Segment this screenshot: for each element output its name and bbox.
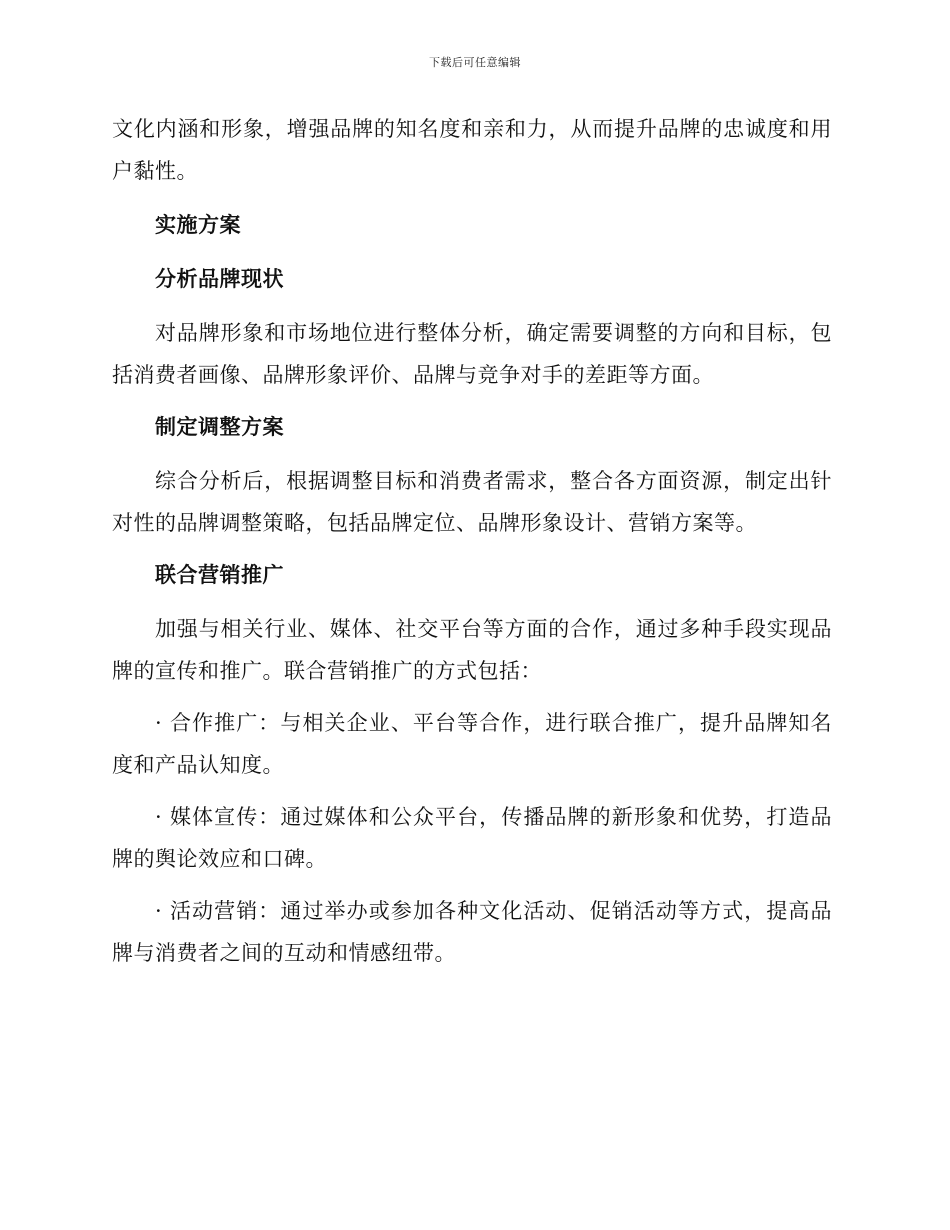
bullet-item: · 媒体宣传：通过媒体和公众平台，传播品牌的新形象和优势，打造品牌的舆论效应和口碑。 bbox=[112, 805, 832, 871]
paragraph-analyze: 对品牌形象和市场地位进行整体分析，确定需要调整的方向和目标，包括消费者画像、品牌形象评价、品牌与竞争对手的差距等方面。 bbox=[112, 321, 832, 387]
subheading-plan: 制定调整方案 bbox=[155, 415, 284, 439]
bullet-item: · 活动营销：通过举办或参加各种文化活动、促销活动等方式，提高品牌与消费者之间的互动和情感纽带。 bbox=[112, 899, 832, 965]
subheading-marketing: 联合营销推广 bbox=[155, 563, 284, 587]
paragraph-marketing: 加强与相关行业、媒体、社交平台等方面的合作，通过多种手段实现品牌的宣传和推广。联合营销推广的方式包括： bbox=[112, 617, 832, 683]
page-header: 下载后可任意编辑 bbox=[429, 56, 521, 69]
subheading-analyze: 分析品牌现状 bbox=[155, 267, 284, 291]
document-body bbox=[112, 108, 832, 984]
intro-paragraph: 文化内涵和形象，增强品牌的知名度和亲和力，从而提升品牌的忠诚度和用户黏性。 bbox=[112, 117, 832, 183]
paragraph-plan: 综合分析后，根据调整目标和消费者需求，整合各方面资源，制定出针对性的品牌调整策略，包括品牌定位、品牌形象设计、营销方案等。 bbox=[112, 469, 832, 535]
section-heading: 实施方案 bbox=[155, 213, 241, 237]
bullet-item: · 合作推广：与相关企业、平台等合作，进行联合推广，提升品牌知名度和产品认知度。 bbox=[112, 711, 832, 777]
